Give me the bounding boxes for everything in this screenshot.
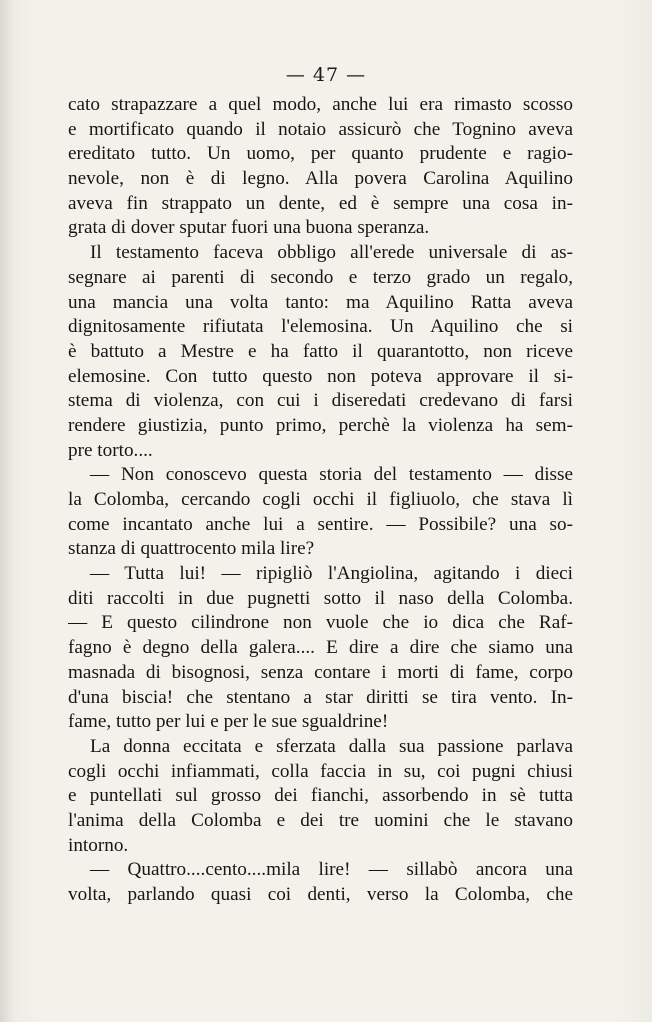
text-line: la Colomba, cercando cogli occhi il figliuolo, che stava lì: [68, 489, 573, 510]
text-line: La donna eccitata e sferzata dalla sua passione parlava: [90, 735, 573, 757]
text-line: diti raccolti in due pugnetti sotto il naso della Colomba.: [68, 587, 573, 609]
text-line: — Non conoscevo questa storia del testamento — disse: [90, 464, 573, 486]
page-number: — 47 —: [285, 64, 367, 86]
text-line: — Quattro....cento....mila lire! — sillabò ancora una: [90, 859, 573, 881]
text-line: cogli occhi infiammati, colla faccia in su, coi pugni chiusi: [68, 760, 573, 782]
text-line: l'anima della Colomba e dei tre uomini che le stavano: [68, 809, 573, 831]
text-line: e puntellati sul grosso dei fianchi, assorbendo in sè tutta: [68, 785, 573, 807]
text-line: ereditato tutto. Un uomo, per quanto prudente e ragio-: [68, 143, 573, 165]
text-line: segnare ai parenti di secondo e terzo grado un regalo,: [68, 266, 573, 288]
text-line: rendere giustizia, punto primo, perchè la violenza ha sem-: [68, 414, 573, 436]
text-line: fagno è degno della galera.... E dire a dire che siamo una: [68, 637, 573, 659]
text-line: Il testamento faceva obbligo all'erede universale di as-: [90, 242, 573, 264]
text-line: aveva fin strappato un dente, ed è sempre una cosa in-: [68, 192, 573, 214]
text-line: intorno.: [68, 834, 129, 856]
text-line: — E questo cilindrone non vuole che io dica che Raf-: [68, 612, 573, 634]
text-line: una mancia una volta tanto: ma Aquilino Ratta aveva: [68, 291, 573, 313]
text-line: cato strapazzare a quel modo, anche lui era rimasto scosso: [68, 94, 573, 115]
text-line: masnada di bisognosi, senza contare i morti di fame, corpo: [68, 661, 573, 683]
text-line: e mortificato quando il notaio assicurò che Tognino aveva: [68, 118, 573, 140]
text-line: come incantato anche lui a sentire. — Possibile? una so-: [68, 513, 573, 535]
text-line: grata di dover sputar fuori una buona speranza.: [68, 217, 430, 239]
text-line: elemosine. Con tutto questo non poteva approvare il si-: [68, 365, 573, 387]
body-text: [68, 93, 573, 908]
text-line: fame, tutto per lui e per le sue sgualdrine!: [68, 711, 389, 733]
text-line: nevole, non è di legno. Alla povera Carolina Aquilino: [68, 168, 573, 190]
text-line: dignitosamente rifiutata l'elemosina. Un Aquilino che si: [68, 316, 573, 338]
text-line: volta, parlando quasi coi denti, verso la Colomba, che: [68, 884, 573, 905]
text-line: — Tutta lui! — ripigliò l'Angiolina, agitando i dieci: [90, 563, 573, 585]
text-line: stema di violenza, con cui i diseredati credevano di farsi: [68, 390, 573, 412]
text-line: stanza di quattrocento mila lire?: [68, 538, 315, 560]
text-line: d'una biscia! che stentano a star diritti se tira vento. In-: [68, 686, 573, 708]
text-line: è battuto a Mestre e ha fatto il quarantotto, non riceve: [68, 340, 573, 362]
text-line: pre torto....: [68, 439, 153, 461]
